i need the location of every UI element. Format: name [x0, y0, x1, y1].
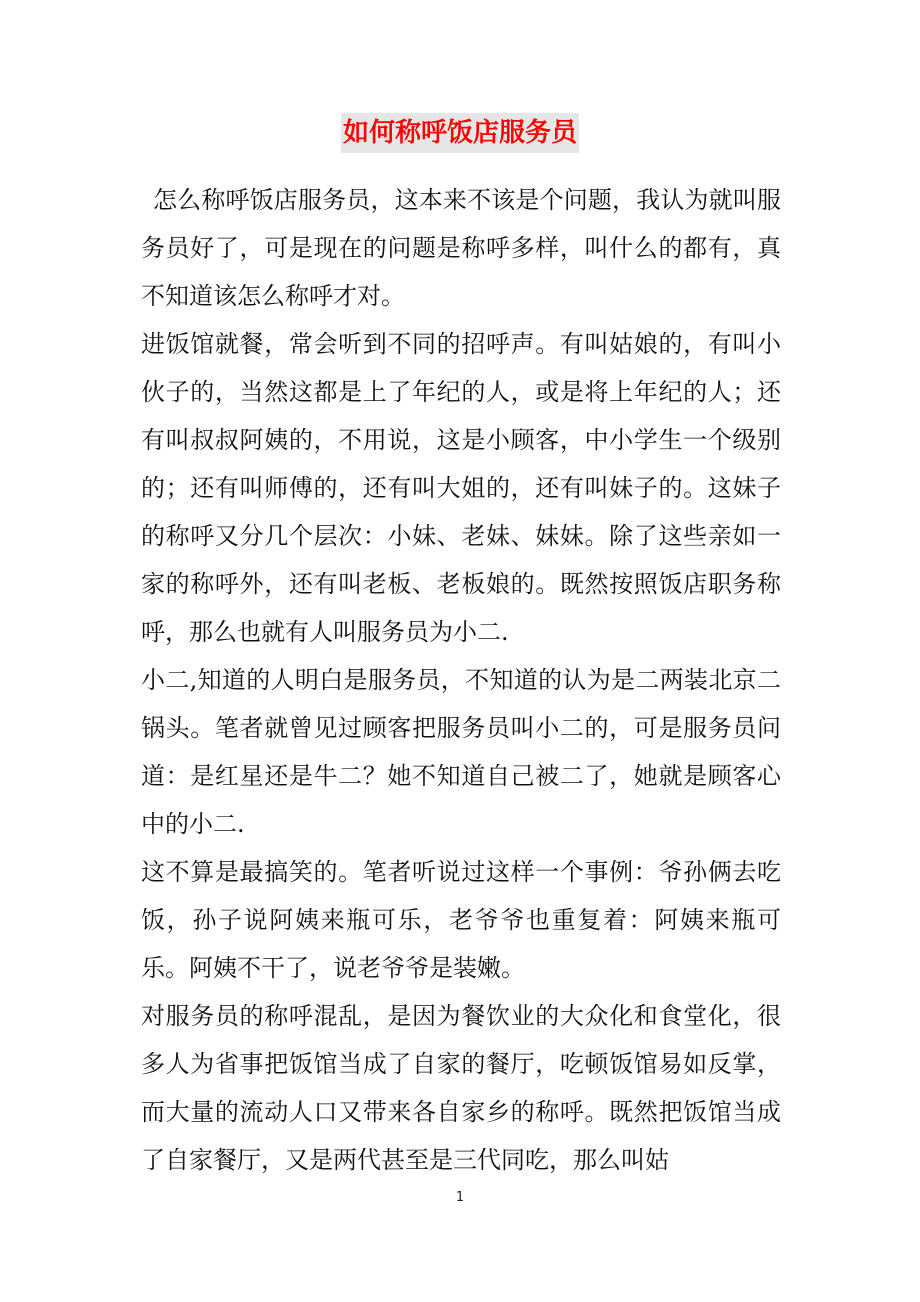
paragraph-1: 怎么称呼饭店服务员，这本来不该是个问题，我认为就叫服务员好了，可是现在的问题是称呼多样，叫什么的都有，真不知道该怎么称呼才对。	[141, 186, 781, 310]
title-container	[0, 113, 920, 153]
paragraph-2: 进饭馆就餐，常会听到不同的招呼声。有叫姑娘的，有叫小伙子的，当然这都是上了年纪的人，或是将上年纪的人；还有叫叔叔阿姨的，不用说，这是小顾客，中小学生一个级别的；还有叫师傅的，还有叫大姐的，还有叫妹子的。这妹子的称呼又分几个层次：小妹、老妹、妹妹。除了这些亲如一家的称呼外，还有叫老板、老板娘的。既然按照饭店职务称呼，那么也就有人叫服务员为小二.	[141, 330, 781, 646]
paragraph-5: 对服务员的称呼混乱，是因为餐饮业的大众化和食堂化，很多人为省事把饭馆当成了自家的餐厅，吃顿饭馆易如反掌，而大量的流动人口又带来各自家乡的称呼。既然把饭馆当成了自家餐厅，又是两代甚至是三代同吃，那么叫姑	[141, 1002, 781, 1174]
page-number: 1	[455, 1190, 465, 1205]
paragraph-4: 这不算是最搞笑的。笔者听说过这样一个事例：爷孙俩去吃饭，孙子说阿姨来瓶可乐，老爷爷也重复着：阿姨来瓶可乐。阿姨不干了，说老爷爷是装嫩。	[141, 858, 781, 982]
document-body	[141, 176, 781, 1184]
paragraph-3: 小二,知道的人明白是服务员，不知道的认为是二两装北京二锅头。笔者就曾见过顾客把服务员叫小二的，可是服务员问道：是红星还是牛二？她不知道自己被二了，她就是顾客心中的小二.	[141, 666, 781, 838]
page-title: 如何称呼饭店服务员	[341, 113, 579, 153]
